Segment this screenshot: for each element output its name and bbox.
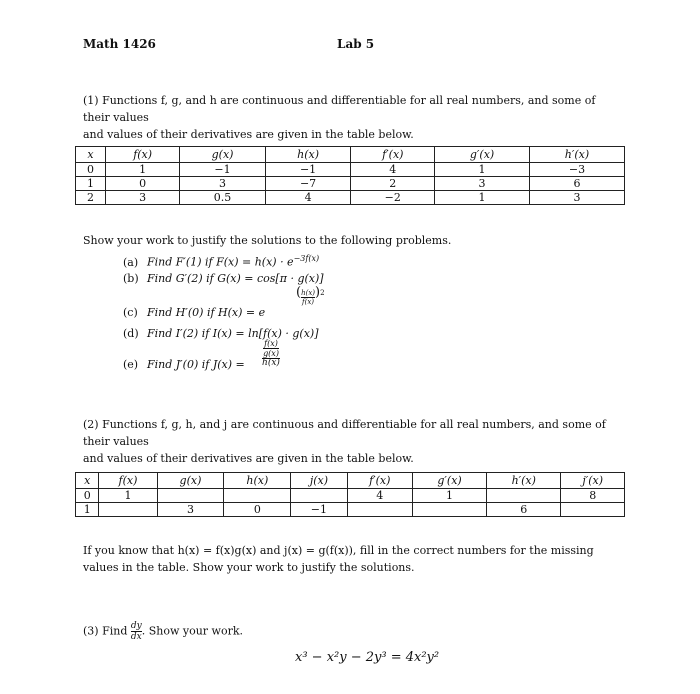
- problem1-table-cell: 0: [105, 177, 179, 191]
- problem2-table-cell: [487, 489, 561, 503]
- problem2-table-cell: 4: [347, 489, 412, 503]
- part-d-text: Find I′(2) if I(x) = ln[f(x) · g(x)]: [147, 327, 319, 340]
- part-e: [123, 356, 245, 373]
- problem2-table-header-cell: x: [76, 473, 99, 489]
- problem2-table-cell: 3: [157, 503, 224, 517]
- table-row: [76, 503, 625, 517]
- dx-denominator: dx: [130, 632, 142, 642]
- table-row: [76, 163, 625, 177]
- problem2-note-line1: If you know that h(x) = f(x)g(x) and j(x) = g(f(x)), fill in the correct numbers for the missing: [83, 544, 594, 557]
- part-c-exp-numerator: h(x): [301, 289, 315, 297]
- problem1-table-cell: 2: [351, 177, 435, 191]
- problem1-table-cell: 4: [351, 163, 435, 177]
- problem2-table-cell: 1: [99, 489, 157, 503]
- part-c: [123, 304, 265, 321]
- problem2-note: [83, 542, 623, 576]
- problem3-equation: x³ − x²y − 2y³ = 4x²y²: [295, 650, 440, 665]
- problem2-table-cell: 0: [76, 489, 99, 503]
- problem2-table-cell: 1: [76, 503, 99, 517]
- part-e-inner-denominator: g(x): [263, 349, 279, 358]
- problem1-table-header-cell: f′(x): [351, 147, 435, 163]
- table-header-row: [76, 147, 625, 163]
- part-b-text: Find G′(2) if G(x) = cos[π · g(x)]: [147, 272, 324, 285]
- course-title: Math 1426: [83, 37, 156, 51]
- problem1-table-header-cell: f(x): [105, 147, 179, 163]
- problem2-table-cell: [99, 503, 157, 517]
- part-a-label: (a): [123, 255, 139, 269]
- part-c-text: Find H′(0) if H(x) = e: [147, 306, 266, 319]
- part-a-exponent: −3f(x): [293, 254, 320, 263]
- problem1-table-cell: 3: [105, 191, 179, 205]
- problem3-prompt: [83, 621, 243, 642]
- part-e-label: (e): [123, 358, 139, 371]
- problem1-intro: [83, 92, 623, 143]
- part-e-text: Find J′(0) if J(x) =: [147, 358, 245, 371]
- problem1-instruction: Show your work to justify the solutions to the following problems.: [83, 234, 452, 247]
- problem2-table-header-cell: g′(x): [412, 473, 486, 489]
- problem1-table-cell: 4: [265, 191, 351, 205]
- problem2-note-line2: values in the table. Show your work to justify the solutions.: [83, 561, 415, 574]
- table-row: [76, 489, 625, 503]
- problem1-table-cell: 1: [435, 163, 530, 177]
- part-c-exp-denominator: f(x): [302, 298, 315, 306]
- problem2-table: [75, 472, 625, 517]
- part-a: [123, 250, 319, 271]
- problem2-table-cell: [224, 489, 291, 503]
- dy-numerator: dy: [130, 621, 142, 631]
- problem2-table-cell: [291, 489, 347, 503]
- problem1-table-cell: 1: [105, 163, 179, 177]
- problem1-table-cell: 3: [435, 177, 530, 191]
- problem2-table-cell: [561, 503, 625, 517]
- problem1-table-header-cell: x: [76, 147, 106, 163]
- problem2-table-header-cell: g(x): [157, 473, 224, 489]
- problem2-table-header-cell: f′(x): [347, 473, 412, 489]
- problem1-table-cell: −3: [529, 163, 624, 177]
- part-c-exponent: ( $\frac{h(x)}{f(x)}$ )$^2$: [296, 285, 325, 306]
- problem1-table-cell: −7: [265, 177, 351, 191]
- problem3-after: . Show your work.: [141, 624, 244, 638]
- part-b: [123, 270, 324, 287]
- problem2-intro-line1: (2) Functions f, g, h, and j are continuous and differentiable for all real numbers, and some of their values: [83, 418, 606, 448]
- problem1-table-cell: 6: [529, 177, 624, 191]
- part-d-label: (d): [123, 327, 139, 340]
- part-e-inner-numerator: f(x): [264, 339, 278, 348]
- dy-dx-fraction: [131, 621, 142, 642]
- problem2-table-header-cell: f(x): [99, 473, 157, 489]
- problem1-table-cell: 1: [435, 191, 530, 205]
- problem1-table-header-cell: h′(x): [529, 147, 624, 163]
- table-header-row: [76, 473, 625, 489]
- part-b-label: (b): [123, 272, 139, 285]
- problem2-table-header-cell: j′(x): [561, 473, 625, 489]
- problem2-table-header-cell: j(x): [291, 473, 347, 489]
- part-c-label: (c): [123, 306, 138, 319]
- problem1-table-cell: 3: [529, 191, 624, 205]
- problem1-table-header-cell: h(x): [265, 147, 351, 163]
- problem2-table-cell: [157, 489, 224, 503]
- lab-title: Lab 5: [337, 37, 375, 51]
- problem1-table-cell: −1: [265, 163, 351, 177]
- problem2-table-header-cell: h′(x): [487, 473, 561, 489]
- problem1-table-cell: 3: [180, 177, 265, 191]
- problem1-table-cell: −1: [180, 163, 265, 177]
- problem2-table-header-cell: h(x): [224, 473, 291, 489]
- problem2-intro-line2: and values of their derivatives are given in the table below.: [83, 452, 414, 465]
- problem2-table-cell: 0: [224, 503, 291, 517]
- table-row: [76, 177, 625, 191]
- problem1-table-cell: −2: [351, 191, 435, 205]
- problem2-table-cell: 8: [561, 489, 625, 503]
- problem1-intro-line1: (1) Functions f, g, and h are continuous and differentiable for all real numbers, and some of their values: [83, 94, 596, 124]
- part-e-fraction: [258, 339, 284, 368]
- problem1-table-cell: 1: [76, 177, 106, 191]
- part-a-text: Find F′(1) if F(x) = h(x) · e: [147, 255, 294, 269]
- problem1-table-cell: 0: [76, 163, 106, 177]
- problem1-table-cell: 2: [76, 191, 106, 205]
- problem2-intro: [83, 416, 623, 467]
- problem2-table-cell: [347, 503, 412, 517]
- problem1-table-cell: 0.5: [180, 191, 265, 205]
- problem1-table-header-cell: g′(x): [435, 147, 530, 163]
- problem1-table: [75, 146, 625, 205]
- problem2-table-cell: [412, 503, 486, 517]
- part-e-denominator: h(x): [262, 358, 280, 368]
- problem2-table-cell: 6: [487, 503, 561, 517]
- part-c-exp-power: 2: [320, 289, 325, 297]
- table-row: [76, 191, 625, 205]
- problem2-table-cell: 1: [412, 489, 486, 503]
- part-d: [123, 325, 318, 342]
- problem1-intro-line2: and values of their derivatives are given in the table below.: [83, 128, 414, 141]
- problem2-table-cell: −1: [291, 503, 347, 517]
- problem3-label: (3) Find: [83, 624, 128, 638]
- problem1-table-header-cell: g(x): [180, 147, 265, 163]
